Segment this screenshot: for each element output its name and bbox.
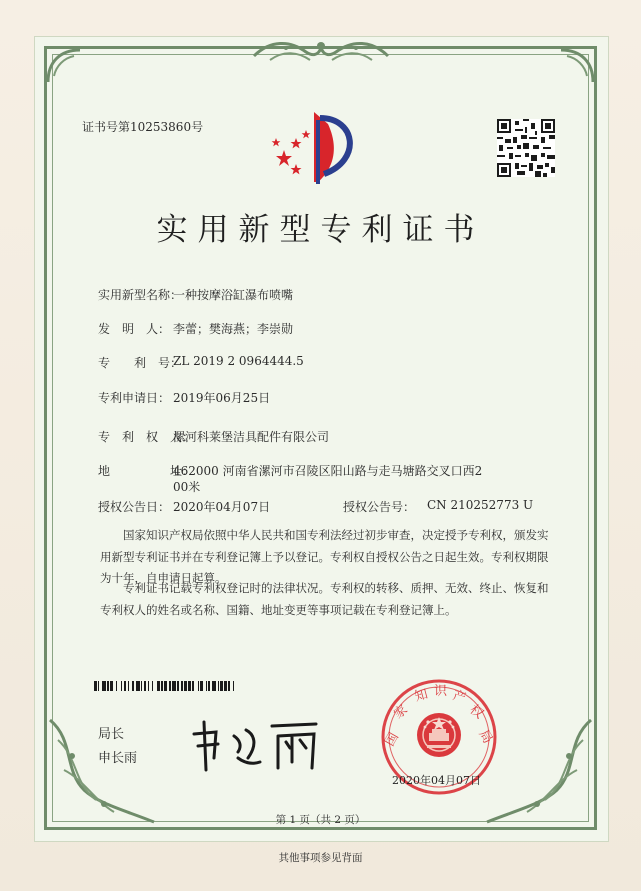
certificate-number: 证书号第10253860号	[82, 120, 204, 134]
field-value-address-cont: 00米	[173, 480, 201, 494]
statement-paragraph-2: 专利证书记载专利权登记时的法律状况。专利权的转移、质押、无效、终止、恢复和专利权人的姓名或名称、国籍、地址变更等事项记载在专利登记簿上。	[100, 581, 549, 617]
field-value-patentee: 漯河科莱堡洁具配件有限公司	[173, 430, 330, 444]
page-number: 第 1 页（共 2 页）	[275, 814, 366, 826]
cnipa-logo-icon	[270, 110, 370, 188]
field-label-patent-no: 专 利 号：	[98, 356, 183, 370]
field-label-address: 地 址：	[98, 464, 195, 478]
field-label-name: 实用新型名称：	[98, 288, 183, 302]
signature-icon	[188, 718, 328, 776]
field-label-pub-no: 授权公告号：	[343, 500, 416, 514]
svg-text:识: 识	[434, 684, 448, 699]
field-label-grant-date: 授权公告日：	[98, 500, 171, 514]
svg-text:权: 权	[466, 702, 487, 723]
statement-paragraph-1: 国家知识产权局依照中华人民共和国专利法经过初步审查，决定授予专利权，颁发实用新型专利证书并在专利登记簿上予以登记。专利权自授权公告之日起生效。专利权期限为十年，自申请日起算。	[100, 528, 549, 585]
field-value-pub-no: CN 210252773 U	[427, 498, 534, 512]
field-label-patentee: 专 利 权 人：	[98, 430, 195, 444]
certificate-title: 实用新型专利证书	[156, 212, 485, 248]
field-label-filing-date: 专利申请日：	[98, 391, 171, 405]
qr-code-icon	[497, 119, 555, 177]
field-value-patent-no: ZL 2019 2 0964444.5	[173, 354, 304, 368]
chief-title: 局长	[98, 727, 125, 742]
svg-text:家: 家	[391, 702, 411, 723]
field-value-address: 462000 河南省漯河市召陵区阳山路与走马塘路交叉口西2	[173, 464, 483, 478]
field-value-filing-date: 2019年06月25日	[173, 391, 271, 405]
svg-text:产: 产	[450, 688, 468, 707]
ornament-corner-icon	[557, 46, 597, 86]
barcode-icon	[94, 681, 290, 691]
chief-name: 申长雨	[98, 751, 138, 766]
svg-text:知: 知	[413, 687, 430, 705]
field-value-grant-date: 2020年04月07日	[173, 500, 271, 514]
barcode-bar	[234, 681, 235, 691]
ornament-corner-icon	[44, 46, 84, 86]
svg-text:局: 局	[475, 727, 496, 747]
field-value-name: 一种按摩浴缸瀑布喷嘴	[173, 288, 294, 302]
field-label-inventor: 发 明 人：	[98, 322, 171, 336]
field-value-inventor: 李蕾；樊海燕；李崇勋	[173, 322, 294, 336]
ornament-top-icon	[250, 38, 392, 68]
seal-date: 2020年04月07日	[392, 774, 481, 787]
svg-text:国: 国	[382, 730, 402, 749]
footer-note: 其他事项参见背面	[278, 852, 363, 864]
